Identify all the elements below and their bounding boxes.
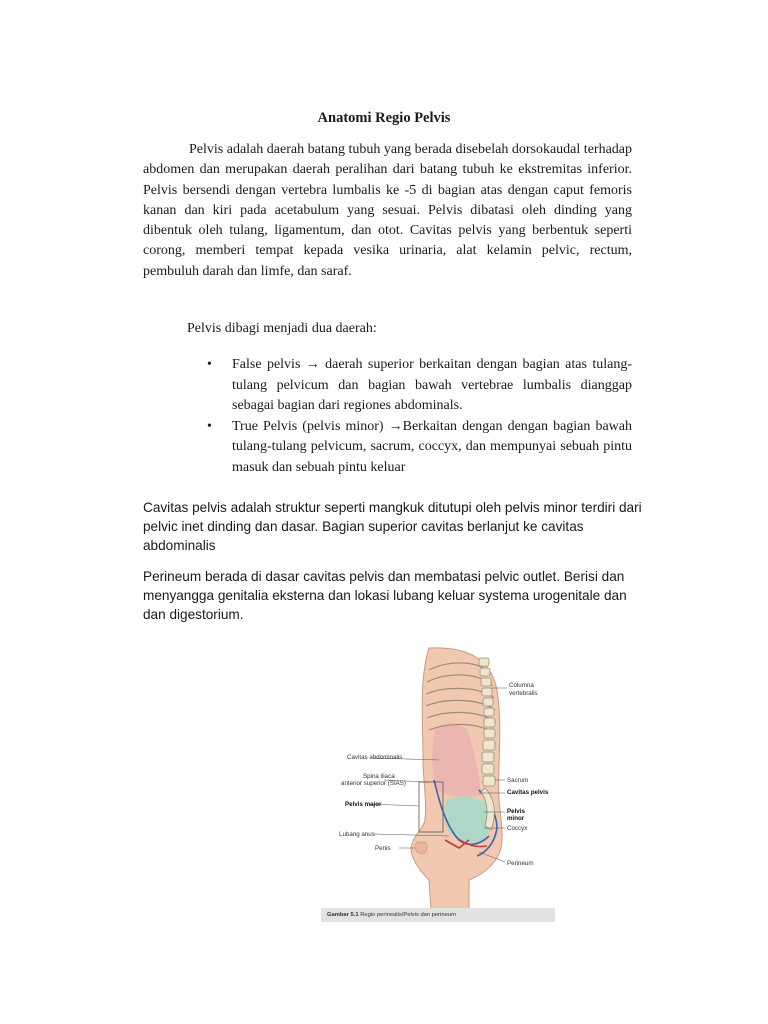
label-vertebralis: vertebralis xyxy=(509,690,538,697)
label-pelvis-major: Pelvis major xyxy=(345,801,382,808)
list-item-false-pelvis: • False pelvis → daerah superior berkaitan dengan bagian atas tulang-tulang pelvicum dan bagian bawah vertebrae lumbalis dianggap sebagai bagian dari regiones abdominals. xyxy=(204,355,632,417)
figure-caption xyxy=(321,908,555,922)
label-spina-1: Spina iliaca xyxy=(363,773,395,780)
label-columna: Columna xyxy=(509,682,534,689)
label-sacrum: Sacrum xyxy=(507,777,529,784)
perineum-paragraph: Perineum berada di dasar cavitas pelvis dan membatasi pelvic outlet. Berisi dan menyangga genitalia eksterna dan lokasi lubang keluar systema urogenitale dan dan digestorium. xyxy=(143,569,627,622)
pelvis-anatomy-figure xyxy=(319,630,555,922)
label-lubang-anus: Lubang anus xyxy=(339,831,375,838)
cavitas-paragraph: Cavitas pelvis adalah struktur seperti mangkuk ditutupi oleh pelvis minor terdiri dari pelvic inet dinding dan dasar. Bagian superior cavitas berlanjut ke cavitas abdominalis xyxy=(143,500,642,553)
document-title: Anatomi Regio Pelvis xyxy=(317,110,451,126)
caption-number: Gambar 5.1 xyxy=(327,912,359,918)
division-intro: Pelvis dibagi menjadi dua daerah: xyxy=(187,321,377,336)
label-penis: Penis xyxy=(375,845,391,852)
label-cavitas-pelvis: Cavitas pelvis xyxy=(507,789,549,796)
pelvis-division-list xyxy=(204,355,632,478)
label-perineum: Perineum xyxy=(507,860,534,867)
intro-paragraph: Pelvis adalah daerah batang tubuh yang berada disebelah dorsokaudal terhadap abdomen dan merupakan daerah peralihan dari batang tubuh ke ekstremitas inferior. Pelvis bersendi dengan vertebra lumbalis ke -5 di bagian atas dengan caput femoris kanan dan kiri pada acetabulum yang sesuai. Pelvis dibatasi oleh dinding yang dibentuk oleh tulang, ligamentum, dan otot. Cavitas pelvis yang berbentuk seperti corong, memberi tempat kepada vesika urinaria, alat kelamin pelvic, rectum, pembuluh darah dan limfe, dan saraf. xyxy=(143,142,632,279)
label-pelvis-minor-1: Pelvis xyxy=(507,808,525,815)
caption-text: Regio perinealis/Pelvis dan perineum xyxy=(360,912,456,918)
label-pelvis-minor-2: minor xyxy=(507,815,525,822)
label-coccyx: Coccyx xyxy=(507,825,528,832)
label-cavitas-abdominalis: Cavitas abdominalis xyxy=(347,754,403,761)
anatomy-illustration xyxy=(319,630,555,910)
list-item-true-pelvis: • True Pelvis (pelvis minor) →Berkaitan dengan dengan bagian bawah tulang-tulang pelvicum, sacrum, coccyx, dan mempunyai sebuah pintu masuk dan sebuah pintu keluar xyxy=(204,417,632,479)
label-spina-2: anterior superior (SIAS) xyxy=(341,780,406,787)
